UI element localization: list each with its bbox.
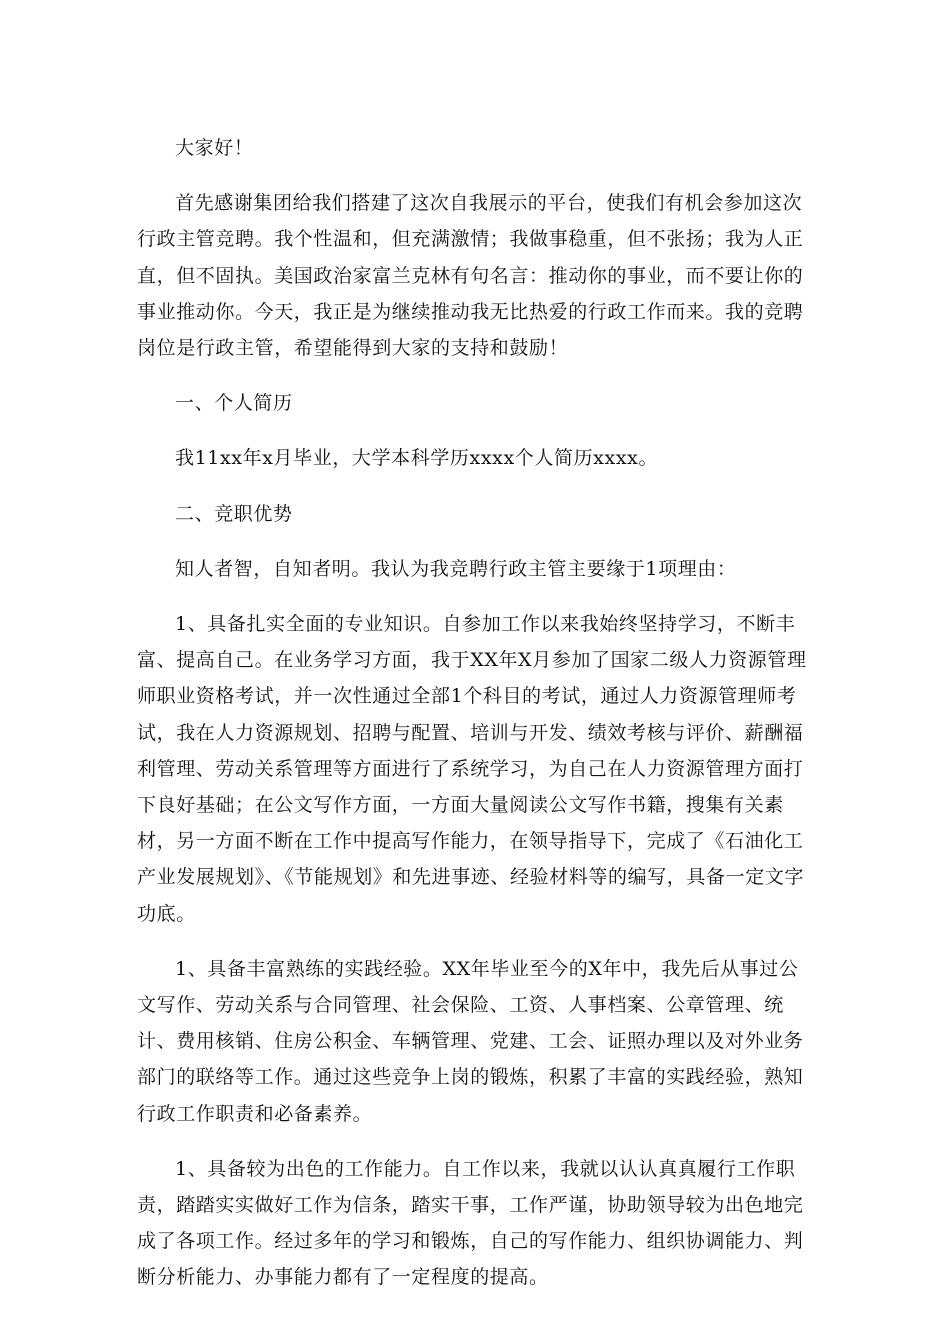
section-heading-advantages: 二、竞职优势 (175, 502, 293, 525)
advantage-ability-paragraph: 1、具备较为出色的工作能力。自工作以来，我就以认认真真履行工作职责，踏踏实实做好工作为信条，踏实干事，工作严谨，协助领导较为出色地完成了各项工作。经过多年的学习和锻炼，自己的写作能力、组织协调能力、判断分析能力、办事能力都有了一定程度的提高。 (137, 1157, 804, 1289)
section-heading-resume: 一、个人简历 (175, 392, 293, 415)
advantages-intro-paragraph: 知人者智，自知者明。我认为我竞聘行政主管主要缘于1项理由： (175, 557, 737, 580)
intro-paragraph: 首先感谢集团给我们搭建了这次自我展示的平台，使我们有机会参加这次行政主管竞聘。我个性温和，但充满激情；我做事稳重，但不张扬；我为人正直，但不固执。美国政治家富兰克林有句名言：推动你的事业，而不要让你的事业推动你。今天，我正是为继续推动我无比热爱的行政工作而来。我的竞聘岗位是行政主管，希望能得到大家的支持和鼓励！ (137, 192, 804, 360)
greeting-paragraph: 大家好！ (175, 137, 254, 159)
resume-paragraph: 我11xx年x月毕业，大学本科学历xxxx个人简历xxxx。 (175, 447, 659, 470)
advantage-knowledge-paragraph: 1、具备扎实全面的专业知识。自参加工作以来我始终坚持学习，不断丰富、提高自己。在业务学习方面，我于XX年X月参加了国家二级人力资源管理师职业资格考试，并一次性通过全部1个科目的考试，通过人力资源管理师考试，我在人力资源规划、招聘与配置、培训与开发、绩效考核与评价、薪酬福利管理、劳动关系管理等方面进行了系统学习，为自己在人力资源管理方面打下良好基础；在公文写作方面，一方面大量阅读公文写作书籍，搜集有关素材，另一方面不断在工作中提高写作能力，在领导指导下，完成了《石油化工产业发展规划》、《节能规划》和先进事迹、经验材料等的编写，具备一定文字功底。 (137, 613, 807, 925)
document-body (137, 130, 813, 1315)
advantage-experience-paragraph: 1、具备丰富熟练的实践经验。XX年毕业至今的X年中，我先后从事过公文写作、劳动关系与合同管理、社会保险、工资、人事档案、公章管理、统计、费用核销、住房公积金、车辆管理、党建、工会、证照办理以及对外业务部门的联络等工作。通过这些竞争上岗的锻炼，积累了丰富的实践经验，熟知行政工作职责和必备素养。 (137, 957, 804, 1125)
